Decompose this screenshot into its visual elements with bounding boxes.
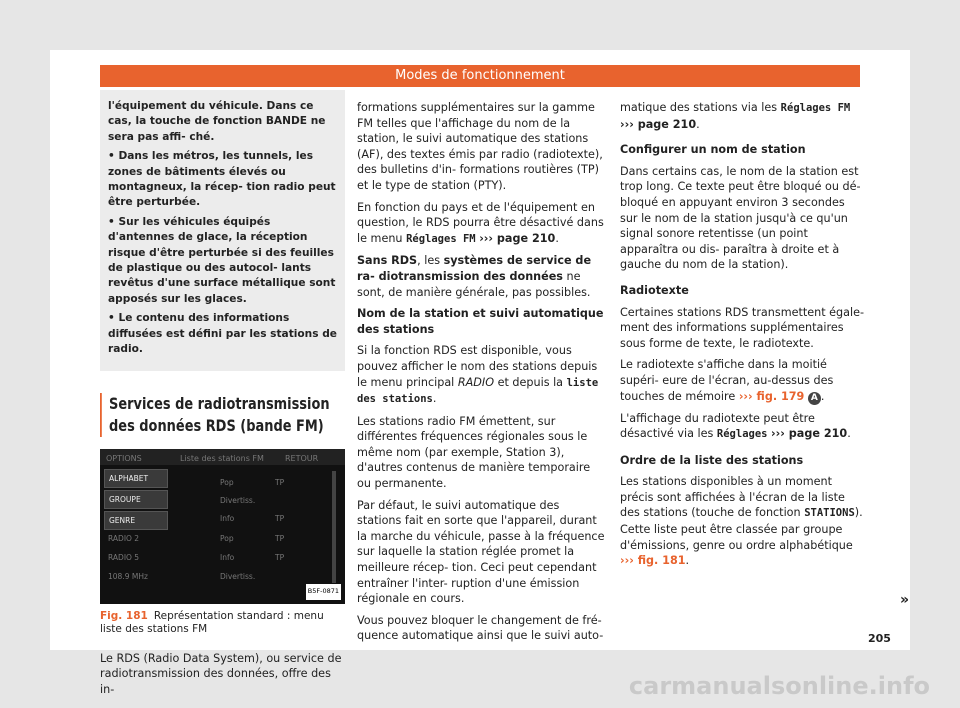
screen-scrollbar — [332, 471, 336, 583]
warning-text-2: • Dans les métros, les tunnels, les zones de bâtiments élevés ou montagneux, la récep- tion radio peut être perturbée. — [108, 150, 336, 209]
paragraph: Le radiotexte s'affiche dans la moitié supéri- eure de l'écran, au-dessus des touches de mémoire ››› fig. 179 A . — [620, 358, 834, 403]
station-genre: Divertiss. — [220, 571, 256, 581]
text: Les stations disponibles à un moment précis sont affichées à l'écran de la liste des stations (touche de fonction — [620, 475, 845, 520]
screen-tabs — [100, 449, 345, 465]
screen-menu-genre: GENRE — [104, 511, 168, 530]
button-name: STATIONS — [804, 507, 855, 520]
text: En fonction du pays et de l'équipement en question, le RDS pourra être désactivé dans le menu — [357, 200, 604, 245]
station-name: 108.9 MHz — [108, 571, 148, 581]
watermark-footer: carmanualsonline.info — [628, 672, 930, 700]
page-header: Modes de fonctionnement — [100, 65, 860, 87]
paragraph: Les stations disponibles à un moment précis sont affichées à l'écran de la liste des stations (touche de fonction STATIONS). Cette liste peut être classée par groupe d'émissions, genre ou ordre alphabétique ››› fig. 181. — [620, 475, 863, 568]
continue-arrow-icon: » — [900, 592, 910, 608]
station-name: RADIO 2 — [108, 533, 140, 543]
paragraph: En fonction du pays et de l'équipement en question, le RDS pourra être désactivé dans le menu Réglages FM ››› page 210. — [357, 200, 604, 245]
paragraph: Dans certains cas, le nom de la station est trop long. Ce texte peut être bloqué ou dé- bloqué en appuyant environ 3 secondes sur le nom de la station jusqu'à ce qu'un signal sonore retentisse (un point apparaîtra ou dis- paraîtra à droite et à gauche du nom de la station). — [620, 164, 861, 272]
station-genre: Info — [220, 513, 235, 523]
warning-text-1: l'équipement du véhicule. Dans ce cas, la touche de fonction BANDE ne sera pas affi- ché. — [108, 100, 326, 143]
menu-name: Réglages FM — [780, 102, 851, 114]
screen-tab-list: Liste des stations FM — [180, 453, 264, 463]
paragraph — [357, 253, 607, 300]
paragraph: Les stations radio FM émettent, sur différentes fréquences régionales sous le même nom (par exemple, Station 3), d'autres contenus de manière temporaire ou permanente. — [357, 414, 591, 491]
station-genre: Info — [220, 552, 235, 562]
screen-row — [100, 527, 330, 545]
text-italic: RADIO — [457, 375, 495, 389]
paragraph: matique des stations via les Réglages FM ››› page 210. — [620, 101, 851, 131]
page-reference-link[interactable]: ››› page 210 — [620, 117, 697, 131]
text: ne sont, de manière générale, pas possibles. — [357, 269, 591, 299]
page-number: 205 — [868, 632, 891, 645]
warning-box — [100, 90, 345, 371]
text: matique des stations via les — [620, 101, 778, 114]
station-tp: TP — [275, 552, 285, 562]
figure-reference-link[interactable]: ››› fig. 179 — [738, 389, 805, 403]
paragraph: Vous pouvez bloquer le changement de fré- quence automatique ainsi que le suivi auto- — [357, 613, 604, 643]
warning-text-3: • Sur les véhicules équipés d'antennes de glace, la réception risque d'être perturbée si des feuilles de plastique ou des autocol- lants revêtus d'une surface métallique sont apposés sur les glaces. — [108, 215, 336, 305]
text: et depuis la — [497, 375, 564, 389]
column-3 — [620, 100, 865, 575]
text: L'affichage du radiotexte peut être désactivé via les — [620, 411, 815, 441]
station-genre: Pop — [220, 533, 234, 543]
station-tp: TP — [275, 477, 285, 487]
menu-name: Réglages — [716, 428, 768, 441]
page-reference-link[interactable]: ››› page 210 — [479, 231, 556, 245]
screen-row — [100, 546, 330, 564]
station-tp: TP — [275, 533, 285, 543]
station-tp: TP — [275, 513, 285, 523]
figure-code: B5F-0871 — [306, 584, 341, 600]
text: ). Cette liste peut être classée par groupe d'émissions, genre ou ordre alphabétique — [620, 506, 863, 552]
screen-menu-alphabet: ALPHABET — [104, 469, 168, 488]
figure-reference-link[interactable]: ››› fig. 181 — [620, 554, 686, 568]
caption-text: Représentation standard : menu liste des stations FM — [100, 609, 324, 636]
screen-row — [100, 507, 330, 525]
radio-screen-figure — [100, 449, 345, 604]
subheading: Nom de la station et suivi automatique des stations — [357, 307, 604, 336]
page-reference-link[interactable]: ››› page 210 — [771, 427, 848, 441]
menu-name: Réglages FM — [406, 232, 476, 245]
text: Le radiotexte s'affiche dans la moitié supéri- eure de l'écran, au-dessus des touches de mémoire — [620, 358, 834, 403]
menu-name: liste des stations — [357, 376, 599, 406]
column-1 — [100, 90, 345, 703]
screen-menu-groupe: GROUPE — [104, 490, 168, 509]
section-title: Services de radiotransmission des données RDS (bande FM) — [100, 393, 352, 437]
subheading: Radiotexte — [620, 283, 689, 297]
warning-text-4: • Le contenu des informations diffusées est défini par les stations de radio. — [108, 312, 337, 356]
screen-row — [100, 489, 330, 507]
paragraph: Par défaut, le suivi automatique des stations fait en sorte que l'appareil, durant la marche du véhicule, passe à la fréquence sur laquelle la station réglée promet la meilleure récep- tion. Ceci peut cependant entraîner l'inter- ruption d'une émission régionale en cours. — [357, 498, 605, 606]
screen-tab-back: RETOUR — [285, 453, 319, 463]
station-name: RADIO 5 — [108, 552, 140, 562]
text-bold: systèmes de service de ra- diotransmission des données — [357, 254, 592, 283]
station-genre: Pop — [220, 477, 234, 487]
screen-row — [100, 565, 330, 583]
subheading: Ordre de la liste des stations — [620, 453, 804, 467]
paragraph: Le RDS (Radio Data System), ou service de radiotransmission des données, offre des in- — [100, 651, 342, 696]
subheading: Configurer un nom de station — [620, 143, 806, 157]
screen-row — [100, 471, 330, 489]
callout-a-icon: A — [808, 392, 821, 405]
screen-tab-options: OPTIONS — [106, 453, 142, 463]
station-genre: Divertiss. — [220, 495, 256, 505]
text: , les — [417, 254, 441, 268]
text: Si la fonction RDS est disponible, vous pouvez afficher le nom des stations depuis le menu principal — [357, 344, 598, 389]
paragraph: formations supplémentaires sur la gamme FM telles que l'affichage du nom de la station, le suivi automatique des stations (AF), des textes émis par radio (radiotexte), des bulletins d'in- formations routières (TP) et le type de station (PTY). — [357, 101, 603, 192]
paragraph: Certaines stations RDS transmettent égale- ment des informations supplémentaires sous forme de texte, le radiotexte. — [620, 305, 865, 350]
figure-caption — [100, 610, 345, 637]
caption-fig-number: Fig. 181 — [100, 609, 148, 622]
text-bold: Sans RDS — [357, 254, 418, 268]
paragraph: Si la fonction RDS est disponible, vous pouvez afficher le nom des stations depuis le menu principal RADIO et depuis la liste des stations. — [357, 344, 599, 406]
column-2 — [357, 100, 607, 650]
paragraph: L'affichage du radiotexte peut être désactivé via les Réglages ››› page 210. — [620, 411, 851, 441]
